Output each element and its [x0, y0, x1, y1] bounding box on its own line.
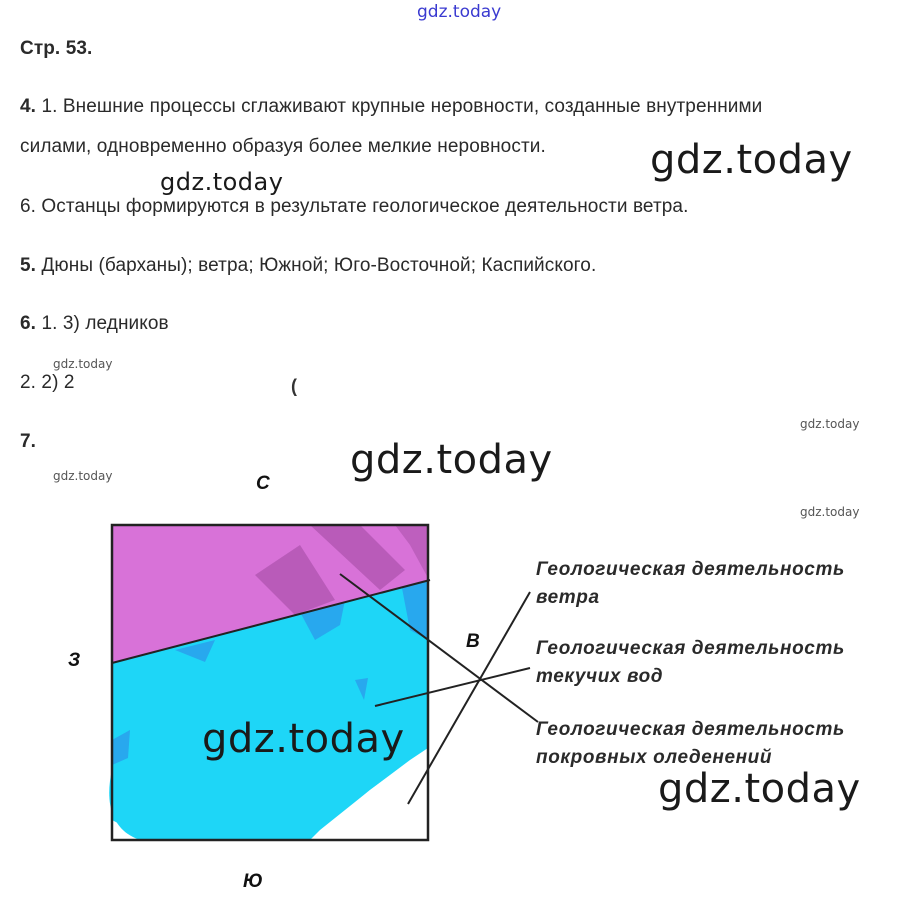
answer-5-text: Дюны (барханы); ветра; Южной; Юго-Восточной; Каспийского.	[41, 255, 597, 276]
answer-6-number: 6.	[20, 313, 37, 334]
page-title: Стр. 53.	[20, 38, 93, 59]
label-wind: Геологическая деятельность ветра	[536, 559, 845, 608]
answer-6-text-2: 2. 2) 2	[20, 372, 75, 393]
label-glacier: Геологическая деятельность покровных оледенений	[536, 719, 845, 768]
answer-6-text-1: 1. 3) ледников	[41, 313, 169, 334]
watermark-small-2: gdz.today	[800, 417, 860, 431]
compass-north: С	[256, 473, 270, 494]
watermark-big-2: gdz.today	[160, 168, 284, 196]
answer-5-number: 5.	[20, 255, 37, 276]
answer-4-text-3: 6. Останцы формируются в результате геологическое деятельности ветра.	[20, 196, 689, 217]
answer-4-text-2: силами, одновременно образуя более мелкие неровности.	[20, 136, 546, 157]
watermark-small-1: gdz.today	[53, 357, 113, 371]
watermark-small-3: gdz.today	[53, 469, 113, 483]
stray-mark: (	[291, 376, 297, 396]
compass-west: З	[68, 650, 81, 671]
compass-east: В	[466, 631, 480, 652]
watermark-big-5: gdz.today	[658, 766, 861, 812]
answer-4-number: 4.	[20, 96, 37, 117]
watermark-big-4: gdz.today	[202, 716, 405, 762]
watermark-top: gdz.today	[417, 2, 502, 22]
answer-4-text-1: 1. Внешние процессы сглаживают крупные неровности, созданные внутренними	[41, 96, 763, 117]
watermark-big-3: gdz.today	[350, 437, 553, 483]
watermark-small-4: gdz.today	[800, 505, 860, 519]
label-water: Геологическая деятельность текучих вод	[536, 638, 845, 687]
watermark-big-1: gdz.today	[650, 137, 853, 183]
compass-south: Ю	[243, 871, 263, 892]
answer-7-number: 7.	[20, 431, 37, 452]
